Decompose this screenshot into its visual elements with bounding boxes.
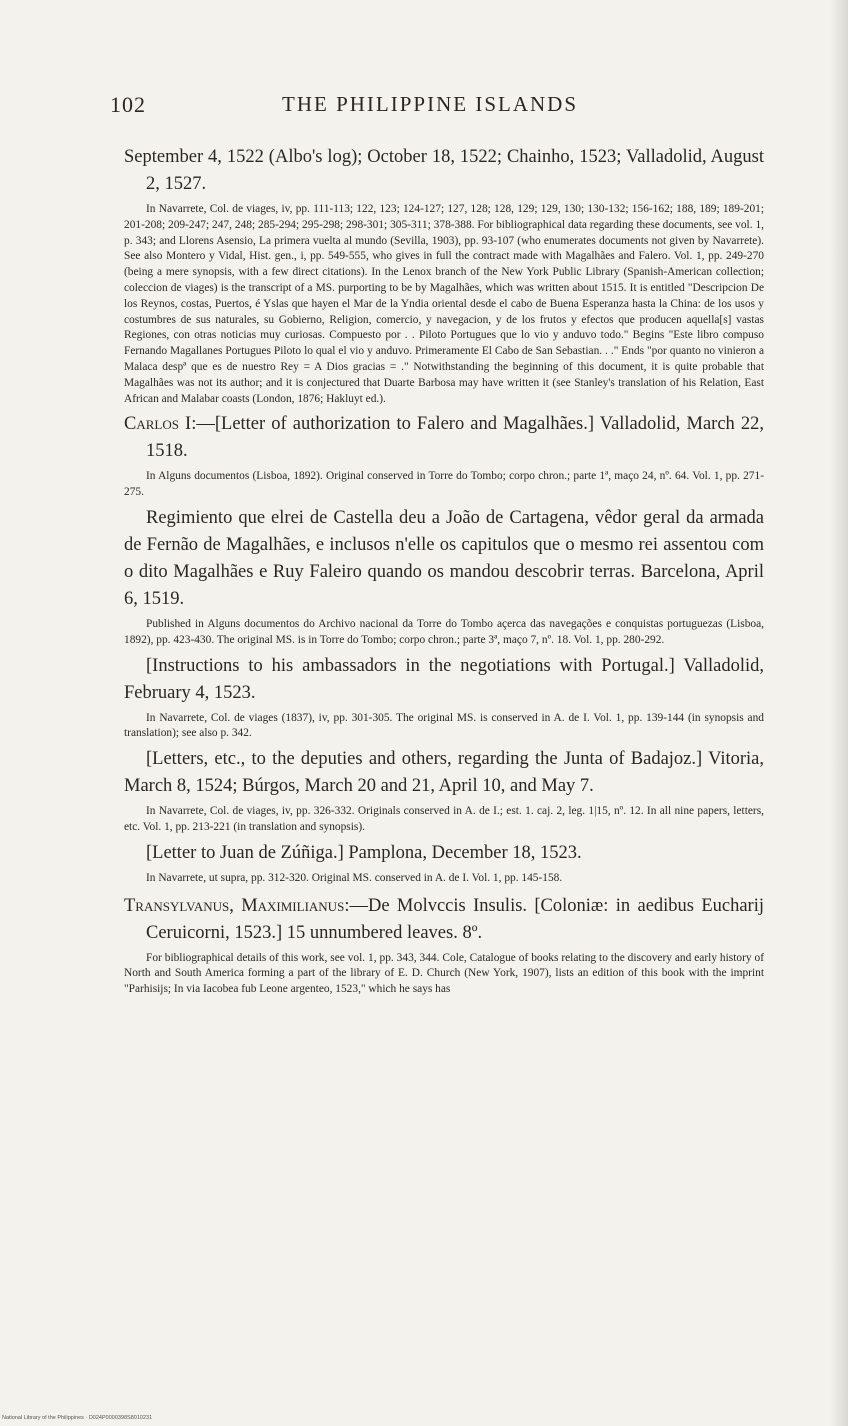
bibliography-entry: Regimiento que elrei de Castella deu a João de Cartagena, vêdor geral da armada de Fernão de Magalhães, e inclusos n'elle os capitulos que o mesmo rei assentou com o dito Magalhães e Ruy Faleiro quando os mandou descobrir terras. Barcelona, April 6, 1519.: [124, 507, 764, 609]
page-edge-shadow: [830, 0, 848, 1426]
bibliography-note: In Navarrete, Col. de viages, iv, pp. 326-332. Originals conserved in A. de I.; est. 1. caj. 2, leg. 1|15, nº. 12. In all nine papers, letters, etc. Vol. 1, pp. 213-221 (in translation and synopsis).: [124, 805, 764, 833]
page-body: [124, 144, 764, 1000]
bibliography-entry: September 4, 1522 (Albo's log); October 18, 1522; Chainho, 1523; Valladolid, August 2, 1527.: [124, 147, 764, 194]
running-title: THE PHILIPPINE ISLANDS: [282, 92, 578, 116]
bibliography-note: In Alguns documentos (Lisboa, 1892). Original conserved in Torre do Tombo; corpo chron.; parte 1ª, maço 24, nº. 64. Vol. 1, pp. 271-275.: [124, 470, 764, 499]
bibliography-note: For bibliographical details of this work, see vol. 1, pp. 343, 344. Cole, Catalogue of books relating to the discovery and early history of North and South America forming a part of the library of E. D. Church (New York, 1907), lists an edition of this book with the imprint "Parhisijs; In via Iacobea fub Leone argenteo, 1523," which he says has: [124, 951, 764, 996]
bibliography-note: In Navarrete, ut supra, pp. 312-320. Original MS. conserved in A. de I. Vol. 1, pp. 145-158.: [146, 871, 563, 884]
entry-author: Carlos I: [124, 414, 192, 435]
bibliography-entry: Transylvanus, Maximilianus:—De Molvccis Insulis. [Coloniæ: in aedibus Eucharij Ceruicorni, 1523.] 15 unnumbered leaves. 8º.: [124, 895, 765, 943]
bibliography-entry: [Letter to Juan de Zúñiga.] Pamplona, December 18, 1523.: [146, 842, 582, 863]
bibliography-note: Published in Alguns documentos do Archivo nacional da Torre do Tombo açerca das navegações e conquistas portuguezas (Lisboa, 1892), pp. 423-430. The original MS. is in Torre do Tombo; corpo chron.; parte 3ª, maço 7, nº. 18. Vol. 1, pp. 280-292.: [124, 617, 764, 646]
bibliography-entry: Carlos I:—[Letter of authorization to Falero and Magalhães.] Valladolid, March 22, 1518.: [124, 414, 765, 462]
bibliography-note: In Navarrete, Col. de viages, iv, pp. 111-113; 122, 123; 124-127; 127, 128; 128, 129; 129, 130; 130-132; 156-162; 188, 189; 189-201; 201-208; 209-247; 247, 248; 285-294; 295-298; 298-301; 305-311; 378-388. For bibliographical data regarding these documents, see vol. 1, p. 343; and Llorens Asensio, La primera vuelta al mundo (Sevilla, 1903), pp. 93-107 (who enumerates documents not given by Navarrete). See also Montero y Vidal, Hist. gen., i, pp. 549-555, who gives in full the contract made with Magalhães and Falero. Vol. 1, pp. 249-270 (being a mere synopsis, with a few direct citations). In the Lenox branch of the New York Public Library (Spanish-American collection; coleccion de viages) is the transcript of a MS. purporting to be by Magalhães, which was written about 1515. It is entitled "Descripcion De los Reynos, costas, Puertos, é Yslas que hayen el Mar de la Yndia oriental desde el cabo de Buena Esperanza hasta la China: de los usos y costumbres de sus naturales, su Gobierno, Religion, comercio, y navegacion, y de los frutos y efectos que producen aquella[s] vastas Regiones, con otras noticias muy curiosas. Compuesto por . . Piloto Portugues que lo vio y anduvo todo." Begins "Este libro compuso Fernando Magallanes Portugues Piloto lo qual el vio y anduvo. Primeramente El Cabo de San Sebastian. . ." Ends "por quanto no vinieron a Malaca despª que es de nuestro Rey = A Dios gracias = ." Notwithstanding the beginning of this document, it is quite probable that Magalhães was not its author; and it is conjectured that Duarte Barbosa may have written it (see Stanley's translation of his Relation, East African and Malabar coasts (London, 1876; Hakluyt ed.).: [124, 203, 764, 405]
page-number: 102: [110, 92, 146, 117]
bibliography-entry: [Letters, etc., to the deputies and others, regarding the Junta of Badajoz.] Vitoria, March 8, 1524; Búrgos, March 20 and 21, April 10, and May 7.: [124, 749, 764, 797]
page-header: [110, 92, 744, 122]
bibliography-entry: [Instructions to his ambassadors in the negotiations with Portugal.] Valladolid, February 4, 1523.: [124, 655, 764, 703]
scan-footer: National Library of the Philippines · D024P0000398S8010231: [2, 1415, 153, 1421]
bibliography-note: In Navarrete, Col. de viages (1837), iv, pp. 301-305. The original MS. is conserved in A. de I. Vol. 1, pp. 139-144 (in synopsis and translation); see also p. 342.: [124, 711, 764, 740]
entry-author: Transylvanus, Maximilianus: [124, 895, 345, 916]
